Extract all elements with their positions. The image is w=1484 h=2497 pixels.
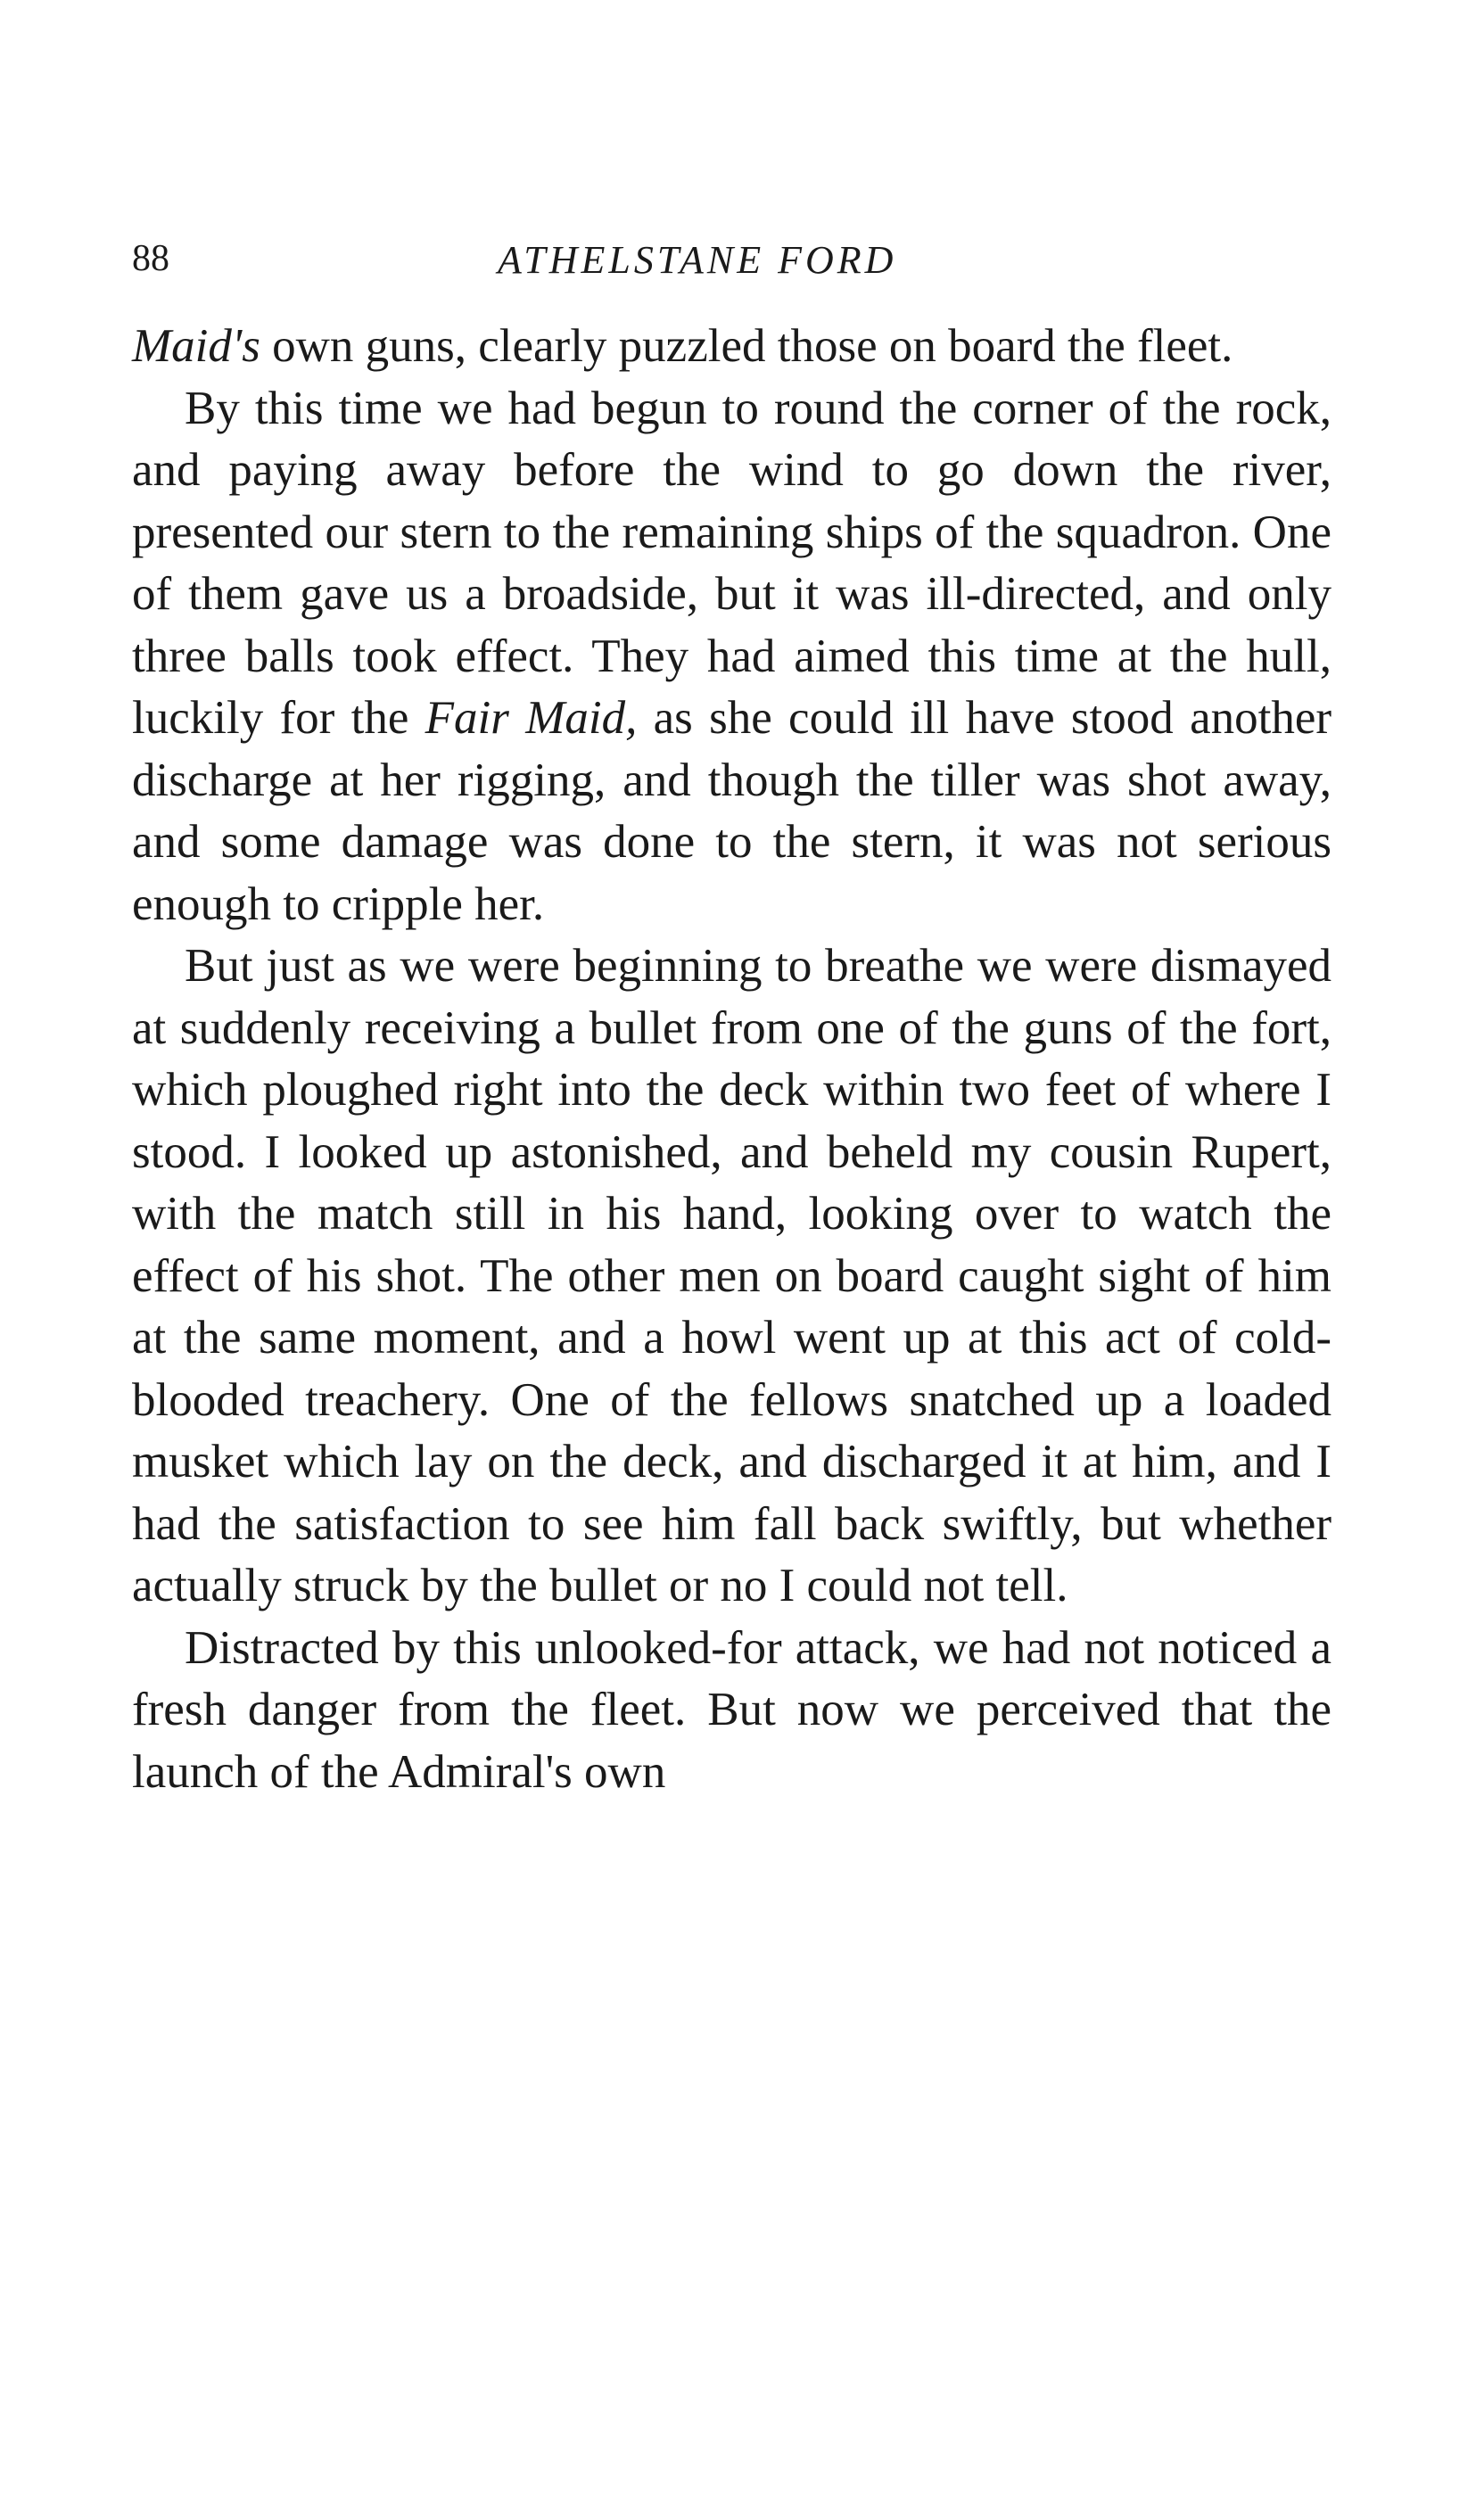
running-head (132, 214, 1331, 285)
page-number: 88 (132, 238, 169, 279)
paragraph-text: as she could ill have stood another discharge at her rigging, and though the tiller was shot away, and some damage was done to the stern, it was not serious enough to cripple her. (132, 692, 1331, 930)
paragraph-text: By this time we had begun to round the corner of the rock, and paying away before the wind to go down the river, presented our stern to the remaining ships of the squadron. One of them gave us a broadside, but it was ill-directed, and only three balls took effect. They had aimed this time at the hull, luckily for the (132, 382, 1331, 744)
paragraph-rounding-the-rock (132, 378, 1331, 936)
italic-ship-name: Maid's (132, 320, 260, 372)
paragraph-rupert-treachery: But just as we were beginning to breathe we were dismayed at suddenly receiving a bullet from one of the guns of the fort, which ploughed right into the deck within two feet of where I stood. I looked up astonished, and beheld my cousin Rupert, with the match still in his hand, looking over to watch the effect of his shot. The other men on board caught sight of him at the same moment, and a howl went up at this act of cold-blooded treachery. One of the fellows snatched up a loaded musket which lay on the deck, and discharged it at him, and I had the satisfaction to see him fall back swiftly, but whether actually struck by the bullet or no I could not tell. (132, 940, 1331, 1611)
paragraph-fresh-danger: Distracted by this unlooked-for attack, we had not noticed a fresh danger from the fleet. But now we perceived that the launch of the Admiral's own (132, 1621, 1331, 1798)
italic-ship-name: Fair Maid, (425, 692, 638, 744)
book-page (132, 214, 1331, 1803)
paragraph-continuation (132, 316, 1331, 378)
body-text (132, 316, 1331, 1803)
running-title: ATHELSTANE FORD (498, 238, 897, 282)
paragraph-text: own guns, clearly puzzled those on board the fleet. (260, 320, 1233, 372)
